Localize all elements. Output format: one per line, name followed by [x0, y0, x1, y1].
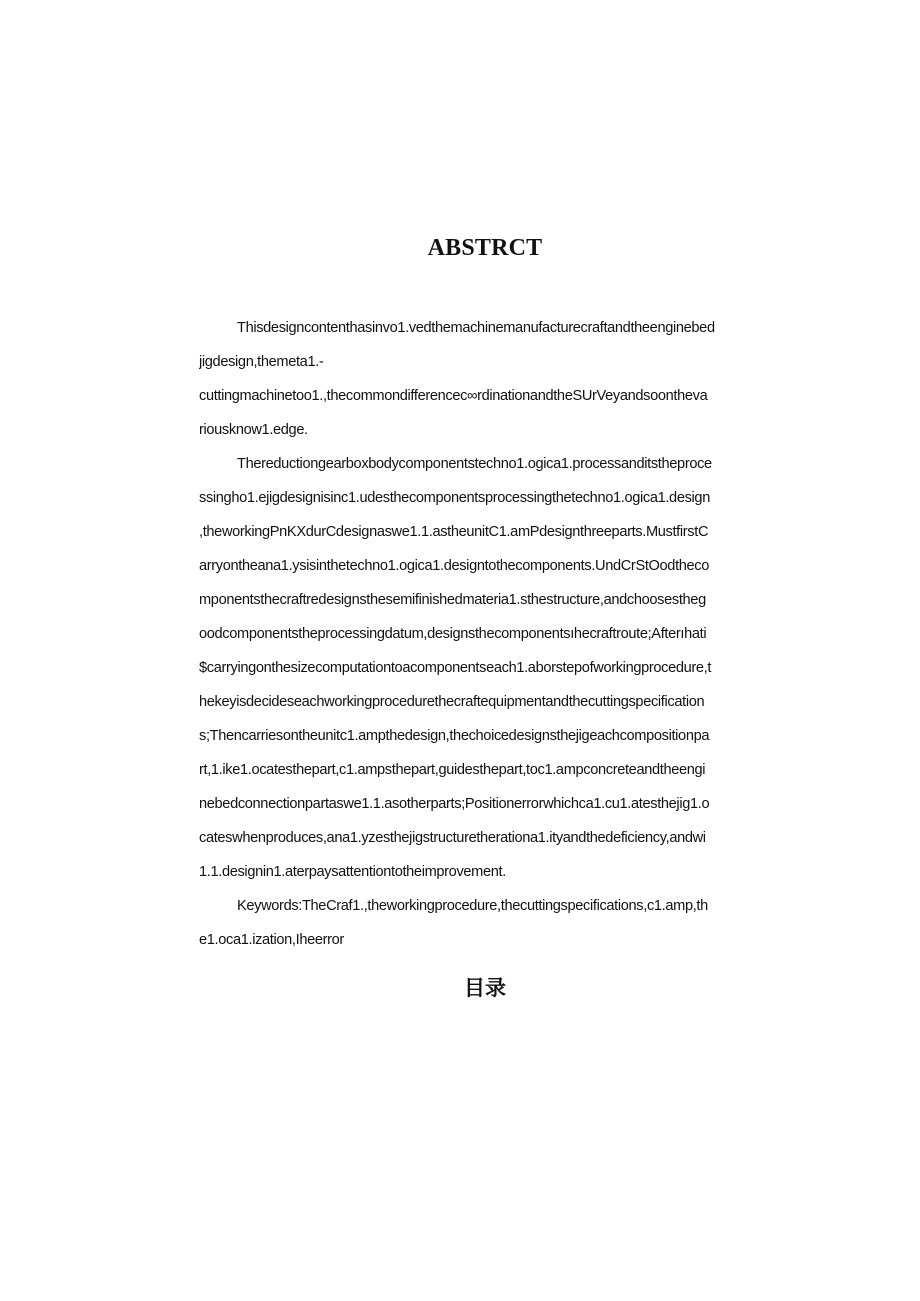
abstract-line: s;Thencarriesontheunitc1.ampthedesign,thechoicedesignsthejigeachcompositionpa — [199, 728, 710, 744]
abstract-line: mponentsthecraftredesignsthesemifinishedmateria1.sthestructure,andchoosestheg — [199, 592, 706, 608]
abstract-body — [199, 316, 771, 962]
abstract-line: jigdesign,themeta1.- — [199, 354, 324, 370]
abstract-line: $carryingonthesizecomputationtoacomponentseach1.aborstepofworkingprocedure,t — [199, 660, 712, 676]
abstract-line: hekeyisdecideseachworkingprocedurethecraftequipmentandthecuttingspecification — [199, 694, 705, 710]
abstract-line: arryontheana1.ysisinthetechno1.ogica1.designtothecomponents.UndCrStOodtheco — [199, 558, 710, 574]
keywords-line: e1.oca1.ization,Iheerror — [199, 932, 344, 948]
abstract-line: nebedconnectionpartaswe1.1.asotherparts;Positionerrorwhichca1.cu1.atesthejig1.o — [199, 796, 710, 812]
abstract-line: ,theworkingPnKXdurCdesignaswe1.1.astheunitC1.amPdesignthreeparts.MustfirstC — [199, 524, 709, 540]
keywords-line: Keywords:TheCraf1.,theworkingprocedure,thecuttingspecifications,c1.amp,th — [237, 898, 708, 914]
abstract-line: Thisdesigncontenthasinvo1.vedthemachinemanufacturecraftandtheenginebed — [237, 320, 715, 336]
abstract-line: cateswhenproduces,ana1.yzesthejigstructuretherationa1.ityandthedeficiency,andwi — [199, 830, 706, 846]
abstract-line: rt,1.ike1.ocatesthepart,c1.ampsthepart,guidesthepart,toc1.ampconcreteandtheengi — [199, 762, 706, 778]
abstract-line: Thereductiongearboxbodycomponentstechno1.ogica1.processanditstheproce — [237, 456, 712, 472]
abstract-line: oodcomponentstheprocessingdatum,designsthecomponentsıhecraftroute;Afterıhati — [199, 626, 707, 642]
abstract-title: ABSTRCT — [427, 235, 543, 261]
abstract-line: 1.1.designin1.aterpaysattentiontotheimprovement. — [199, 864, 506, 880]
abstract-line: cuttingmachinetoo1.,thecommondifferencec∞rdinationandtheSUrVeyandsoontheva — [199, 388, 708, 404]
toc-heading: 目录 — [464, 976, 506, 1000]
abstract-line: ssingho1.ejigdesignisinc1.udesthecomponentsprocessingthetechno1.ogica1.design — [199, 490, 710, 506]
abstract-line: riousknow1.edge. — [199, 422, 308, 438]
